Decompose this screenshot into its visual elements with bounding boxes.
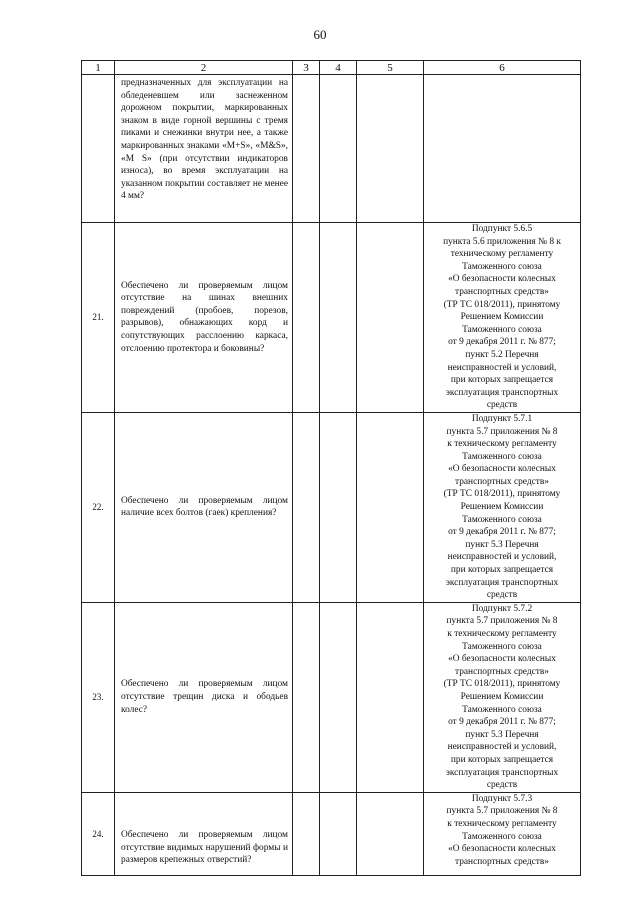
reference-line: эксплуатация транспортных (445, 767, 559, 778)
column-header: 5 (357, 61, 424, 75)
row-reference (424, 602, 581, 792)
column-header: 2 (115, 61, 293, 75)
reference-line: (ТР ТС 018/2011), принятому (443, 299, 561, 310)
empty-cell (357, 223, 424, 413)
reference-line: неисправностей и условий, (447, 742, 557, 753)
reference-line: Таможенного союза (462, 261, 542, 272)
reference-line: Таможенного союза (462, 514, 542, 525)
reference-line: средств (486, 400, 518, 411)
reference-line: Подпункт 5.6.5 (471, 224, 533, 234)
empty-cell (320, 223, 357, 413)
reference-line: к техническому регламенту (447, 629, 557, 639)
row-reference (424, 75, 581, 223)
reference-line: «О безопасности колесных (448, 654, 556, 665)
column-header: 1 (82, 61, 115, 75)
table-row (82, 412, 581, 602)
reference-line: пункта 5.6 приложения № 8 к (443, 236, 561, 247)
reference-line: неисправностей и условий, (447, 362, 557, 373)
row-number: 22. (82, 412, 115, 602)
row-question: предназначенных для эксплуатации на обледеневшем или заснеженном дорожном покрытии, маркированных знаком в виде горной вершины с тремя пиками и снежинки внутри нее, а также маркированных знаками «M+S», «M&S», «M S» (при отсутствии индикаторов износа), во время эксплуатации на указанном покрытии составляет не менее 4 мм? (115, 75, 293, 223)
row-number: 21. (82, 223, 115, 413)
table-row (82, 75, 581, 223)
reference-line: Решением Комиссии (460, 312, 544, 323)
reference-line: Таможенного союза (462, 704, 542, 715)
empty-cell (293, 792, 320, 875)
empty-cell (293, 602, 320, 792)
reference-line: от 9 декабря 2011 г. № 877; (448, 337, 556, 348)
column-header: 4 (320, 61, 357, 75)
checklist-table (81, 60, 581, 876)
reference-line: эксплуатация транспортных (445, 577, 559, 588)
column-header: 6 (424, 61, 581, 75)
row-reference (424, 412, 581, 602)
row-question: Обеспечено ли проверяемым лицом отсутствие на шинах внешних повреждений (пробоев, порезов, разрывов), обнажающих корд и сопутствующих расслоению каркаса, отслоению протектора и боковины? (115, 223, 293, 413)
reference-line: пункт 5.2 Перечня (465, 349, 539, 360)
reference-line: пункта 5.7 приложения № 8 (446, 806, 558, 817)
empty-cell (320, 75, 357, 223)
row-number (82, 75, 115, 223)
reference-line: транспортных средств» (455, 476, 549, 487)
empty-cell (320, 792, 357, 875)
column-header: 3 (293, 61, 320, 75)
header-row (82, 61, 581, 75)
empty-cell (293, 412, 320, 602)
reference-line: к техническому регламенту (447, 439, 557, 450)
reference-line: (ТР ТС 018/2011), принятому (443, 489, 561, 500)
reference-line: пункта 5.7 приложения № 8 (446, 616, 558, 627)
reference-line: к техническому регламенту (447, 818, 557, 829)
table-row (82, 792, 581, 875)
reference-line: Подпункт 5.7.2 (471, 603, 533, 614)
reference-line: эксплуатация транспортных (445, 387, 559, 398)
reference-line: Решением Комиссии (460, 691, 544, 702)
row-question: Обеспечено ли проверяемым лицом отсутствие трещин диска и ободьев колес? (115, 602, 293, 792)
reference-line: Подпункт 5.7.3 (471, 793, 533, 804)
reference-line: Подпункт 5.7.1 (471, 413, 533, 424)
reference-line: (ТР ТС 018/2011), принятому (443, 679, 561, 690)
reference-line: Таможенного союза (462, 324, 542, 335)
page-number: 60 (313, 27, 327, 42)
reference-line: пункт 5.3 Перечня (465, 539, 539, 550)
row-number: 24. (82, 792, 115, 875)
empty-cell (293, 223, 320, 413)
empty-cell (320, 412, 357, 602)
reference-line: «О безопасности колесных (448, 274, 556, 285)
reference-line: Решением Комиссии (460, 502, 544, 513)
empty-cell (357, 792, 424, 875)
table-row (82, 223, 581, 413)
reference-line: средств (486, 590, 518, 601)
reference-line: «О безопасности колесных (448, 464, 556, 475)
reference-line: транспортных средств» (455, 856, 549, 867)
reference-line: Таможенного союза (462, 451, 542, 462)
reference-line: Таможенного союза (462, 831, 542, 842)
reference-line: при которых запрещается (450, 375, 554, 386)
row-reference (424, 223, 581, 413)
reference-line: от 9 декабря 2011 г. № 877; (448, 527, 556, 538)
row-question: Обеспечено ли проверяемым лицом отсутствие видимых нарушений формы и размеров крепежных отверстий? (115, 792, 293, 875)
empty-cell (320, 602, 357, 792)
empty-cell (293, 75, 320, 223)
reference-line: пункта 5.7 приложения № 8 (446, 426, 558, 437)
reference-line: транспортных средств» (455, 286, 549, 297)
reference-line: средств (486, 780, 518, 791)
reference-line: транспортных средств» (455, 666, 549, 677)
row-reference (424, 792, 581, 875)
reference-line: техническому регламенту (450, 249, 554, 260)
row-question: Обеспечено ли проверяемым лицом наличие всех болтов (гаек) крепления? (115, 412, 293, 602)
reference-line: Таможенного союза (462, 641, 542, 652)
table-row (82, 602, 581, 792)
reference-line: пункт 5.3 Перечня (465, 729, 539, 740)
reference-line: при которых запрещается (450, 754, 554, 765)
empty-cell (357, 412, 424, 602)
reference-line: при которых запрещается (450, 565, 554, 576)
empty-cell (357, 75, 424, 223)
row-number: 23. (82, 602, 115, 792)
reference-line: от 9 декабря 2011 г. № 877; (448, 717, 556, 728)
reference-line: неисправностей и условий, (447, 552, 557, 563)
reference-line: «О безопасности колесных (448, 844, 556, 855)
empty-cell (357, 602, 424, 792)
